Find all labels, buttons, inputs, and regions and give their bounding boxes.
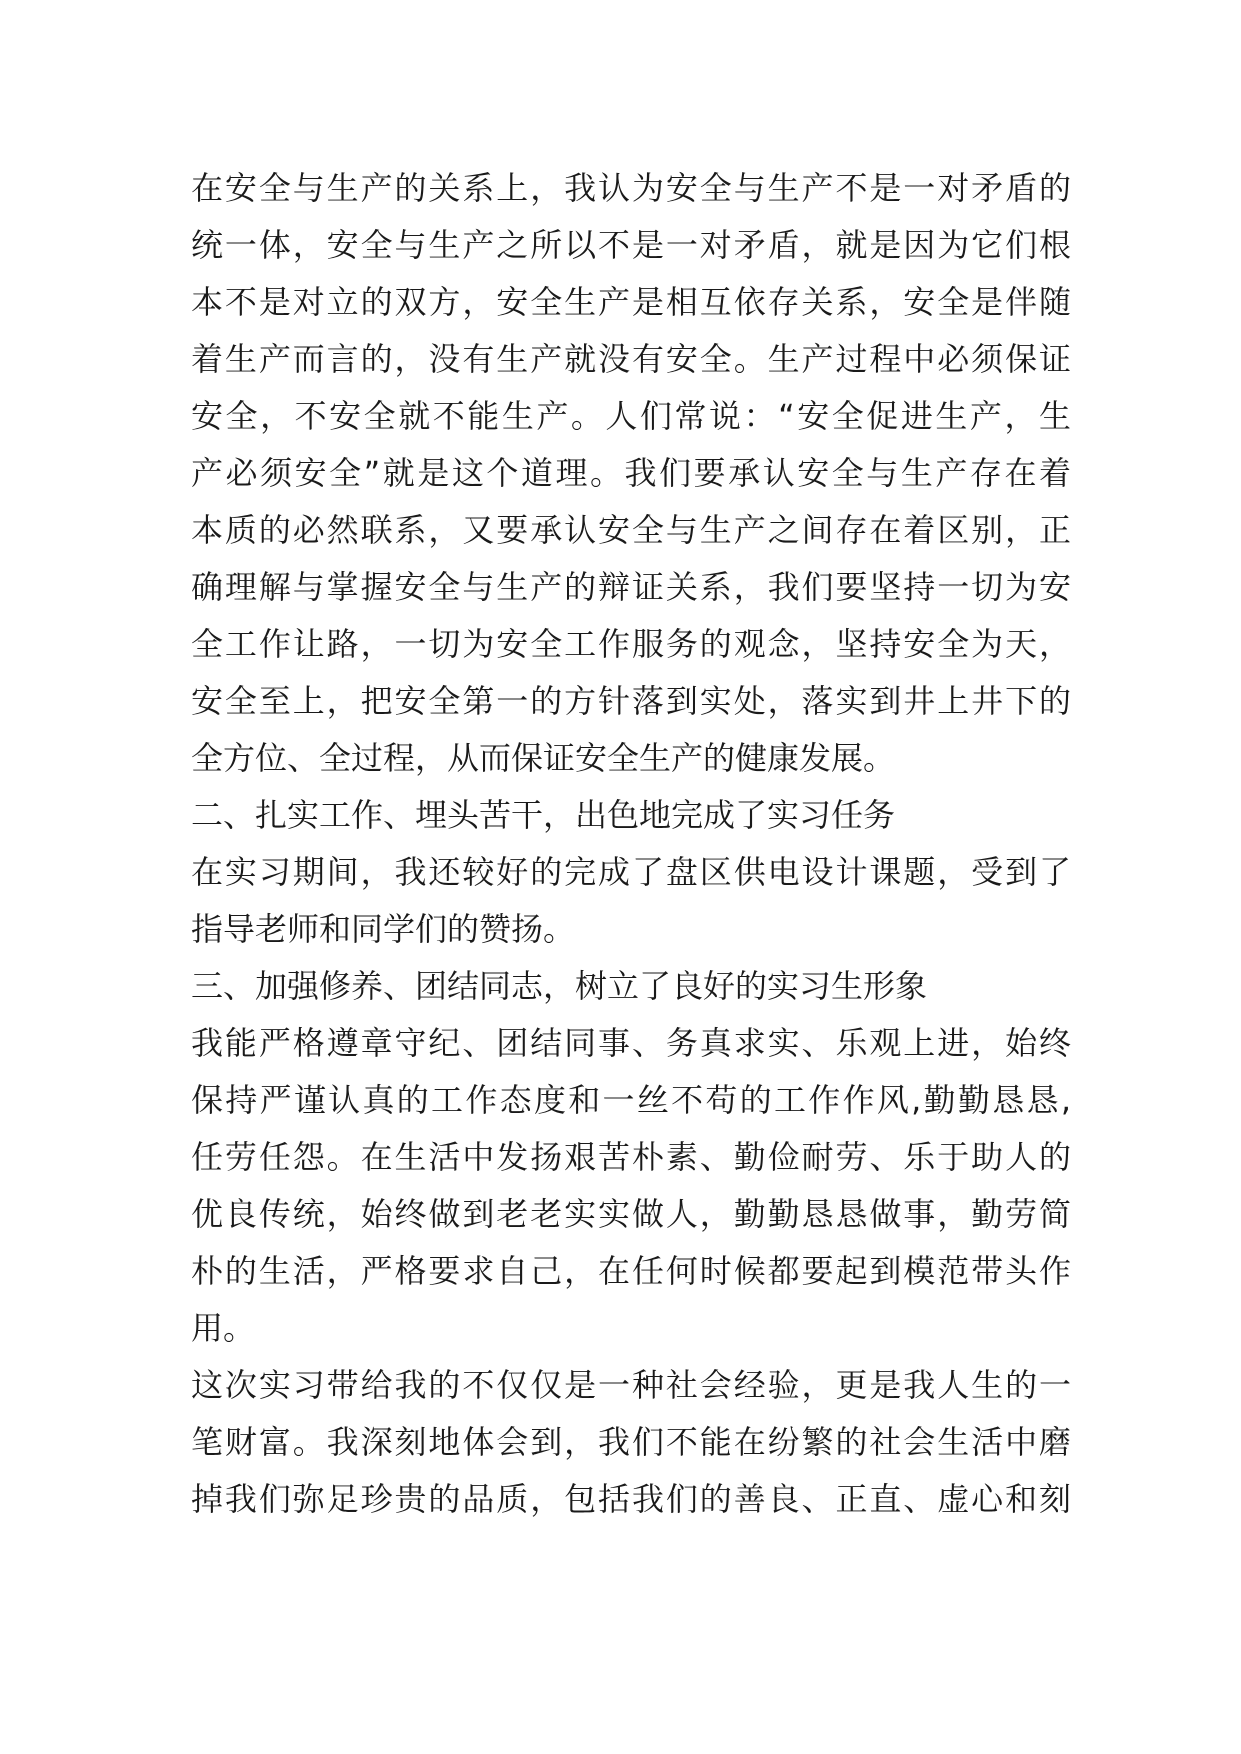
- paragraph-line: 朴的生活，严格要求自己，在任何时候都要起到模范带头作: [191, 1252, 1071, 1290]
- paragraph-line: 任劳任怨。在生活中发扬艰苦朴素、勤俭耐劳、乐于助人的: [191, 1138, 1071, 1176]
- paragraph-line: 产必须安全”就是这个道理。我们要承认安全与生产存在着: [191, 454, 1071, 492]
- paragraph-line: 本不是对立的双方，安全生产是相互依存关系，安全是伴随: [191, 283, 1071, 321]
- paragraph-line: 保持严谨认真的工作态度和一丝不苟的工作作风,勤勤恳恳,: [191, 1081, 1071, 1119]
- paragraph-line: 笔财富。我深刻地体会到，我们不能在纷繁的社会生活中磨: [191, 1423, 1071, 1461]
- paragraph-line: 统一体，安全与生产之所以不是一对矛盾，就是因为它们根: [191, 226, 1071, 264]
- paragraph-line: 着生产而言的，没有生产就没有安全。生产过程中必须保证: [191, 340, 1071, 378]
- paragraph-line: 我能严格遵章守纪、团结同事、务真求实、乐观上进，始终: [191, 1024, 1071, 1062]
- section-heading: 二、扎实工作、埋头苦干，出色地完成了实习任务: [191, 796, 896, 834]
- paragraph-line: 全方位、全过程，从而保证安全生产的健康发展。: [191, 739, 896, 777]
- paragraph-line: 这次实习带给我的不仅仅是一种社会经验，更是我人生的一: [191, 1366, 1071, 1404]
- paragraph-line: 安全至上，把安全第一的方针落到实处，落实到井上井下的: [191, 682, 1071, 720]
- paragraph-line: 在实习期间，我还较好的完成了盘区供电设计课题，受到了: [191, 853, 1071, 891]
- paragraph-line: 本质的必然联系，又要承认安全与生产之间存在着区别，正: [191, 511, 1071, 549]
- document-body: [191, 160, 1071, 1528]
- section-heading: 三、加强修养、团结同志，树立了良好的实习生形象: [191, 967, 928, 1005]
- paragraph-line: 指导老师和同学们的赞扬。: [191, 910, 576, 948]
- paragraph-line: 用。: [191, 1309, 256, 1347]
- paragraph-line: 安全，不安全就不能生产。人们常说：“安全促进生产，生: [191, 397, 1071, 435]
- paragraph-line: 全工作让路，一切为安全工作服务的观念，坚持安全为天，: [191, 625, 1071, 663]
- paragraph-line: 优良传统，始终做到老老实实做人，勤勤恳恳做事，勤劳简: [191, 1195, 1071, 1233]
- paragraph-line: 在安全与生产的关系上，我认为安全与生产不是一对矛盾的: [191, 169, 1071, 207]
- paragraph-line: 确理解与掌握安全与生产的辩证关系，我们要坚持一切为安: [191, 568, 1071, 606]
- paragraph-line: 掉我们弥足珍贵的品质，包括我们的善良、正直、虚心和刻: [191, 1480, 1071, 1518]
